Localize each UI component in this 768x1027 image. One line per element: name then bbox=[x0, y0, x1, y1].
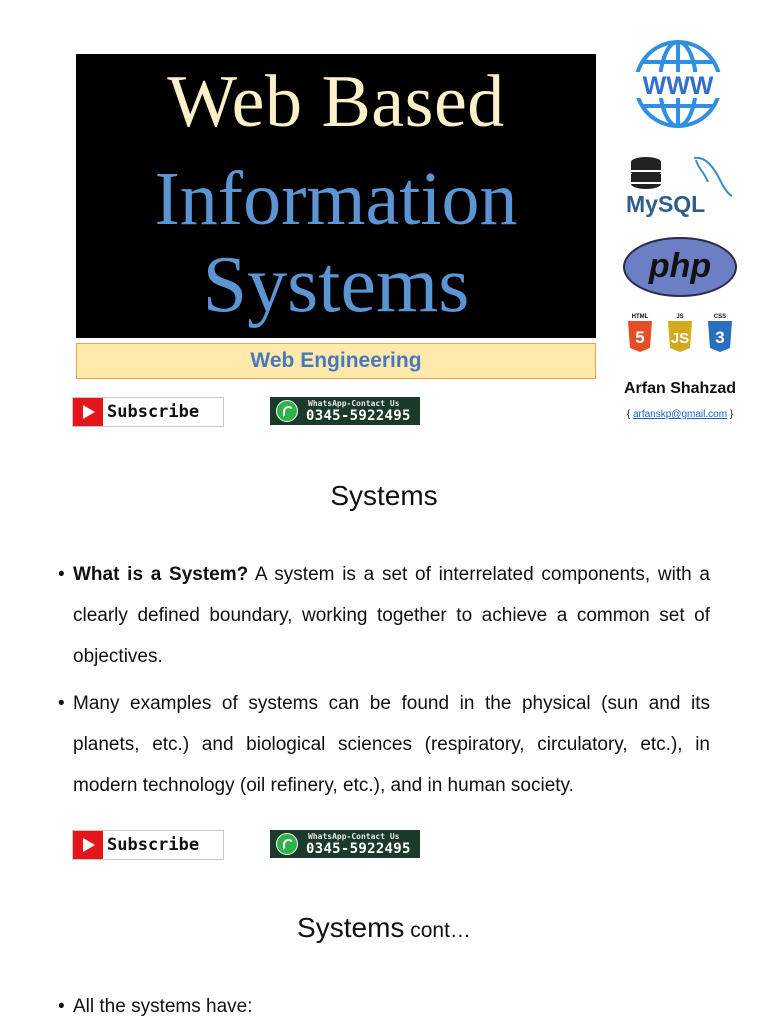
subscribe-button[interactable] bbox=[72, 397, 224, 427]
whatsapp-caption: WhatsApp-Contact Us bbox=[308, 399, 400, 408]
youtube-play-icon bbox=[73, 398, 103, 426]
php-logo-icon bbox=[622, 236, 738, 303]
subscribe-label: Subscribe bbox=[107, 402, 200, 422]
section-1-bullet-2: • Many examples of systems can be found in the physical (sun and its planets, etc.) and biological sciences (respiratory, circulatory, etc.), in modern technology (oil refinery, etc.), and in human society. bbox=[58, 683, 710, 806]
html-label: HTML bbox=[631, 314, 649, 320]
section-1-bullet-1: • What is a System? A system is a set of interrelated components, with a clearly defined boundary, working together to achieve a common set of objectives. bbox=[58, 564, 710, 667]
whatsapp-icon bbox=[276, 833, 298, 855]
svg-text:5: 5 bbox=[635, 328, 645, 347]
css-label: CSS bbox=[713, 314, 727, 320]
php-label: php bbox=[648, 247, 712, 285]
bullet-2-text: Many examples of systems can be found in the physical (sun and its planets, etc.) and biological sciences (respiratory, circulatory, etc.), in modern technology (oil refinery, etc.), and in human society. bbox=[73, 693, 710, 796]
section-2-bullet-1: • All the systems have: bbox=[58, 986, 710, 1027]
section-2-title-suffix: cont… bbox=[404, 919, 471, 942]
author-email-line: { arfanskp@gmail.com } bbox=[626, 409, 734, 420]
svg-text:JS: JS bbox=[670, 330, 690, 347]
section-1-title: Systems bbox=[330, 480, 438, 511]
banner-line-2: Information bbox=[154, 157, 518, 241]
bullet-1-bold: What is a System? bbox=[73, 564, 249, 585]
whatsapp-number: 0345-5922495 bbox=[306, 408, 411, 424]
whatsapp-contact-badge[interactable] bbox=[270, 397, 420, 425]
youtube-play-icon bbox=[73, 831, 103, 859]
whatsapp-icon bbox=[276, 400, 298, 422]
whatsapp-number: 0345-5922495 bbox=[306, 841, 411, 857]
banner-line-1: Web Based bbox=[167, 61, 505, 143]
author-name: Arfan Shahzad bbox=[623, 380, 736, 397]
www-label: WWW bbox=[642, 72, 714, 100]
subscribe-button-2[interactable] bbox=[72, 830, 224, 860]
www-globe-icon bbox=[628, 36, 728, 137]
subscribe-label: Subscribe bbox=[107, 835, 200, 855]
js-label: JS bbox=[676, 314, 684, 320]
author-email-link[interactable]: arfanskp@gmail.com bbox=[632, 409, 728, 420]
whatsapp-caption: WhatsApp-Contact Us bbox=[308, 832, 400, 841]
section-2-title: Systems cont… bbox=[297, 912, 471, 943]
whatsapp-contact-badge-2[interactable] bbox=[270, 830, 420, 858]
svg-text:3: 3 bbox=[715, 328, 725, 347]
subtitle-bar: Web Engineering bbox=[76, 343, 596, 379]
web-tech-icons bbox=[626, 312, 734, 361]
mysql-label: MySQL bbox=[626, 191, 706, 217]
mysql-logo-icon bbox=[624, 154, 736, 223]
banner-line-3: Systems bbox=[202, 241, 470, 329]
section-2-bullet-1-text: All the systems have: bbox=[73, 996, 253, 1017]
title-banner bbox=[76, 54, 596, 338]
bullet-1-text: A system is a set of interrelated components, with a clearly defined boundary, working together to achieve a common set of objectives. bbox=[73, 564, 710, 667]
